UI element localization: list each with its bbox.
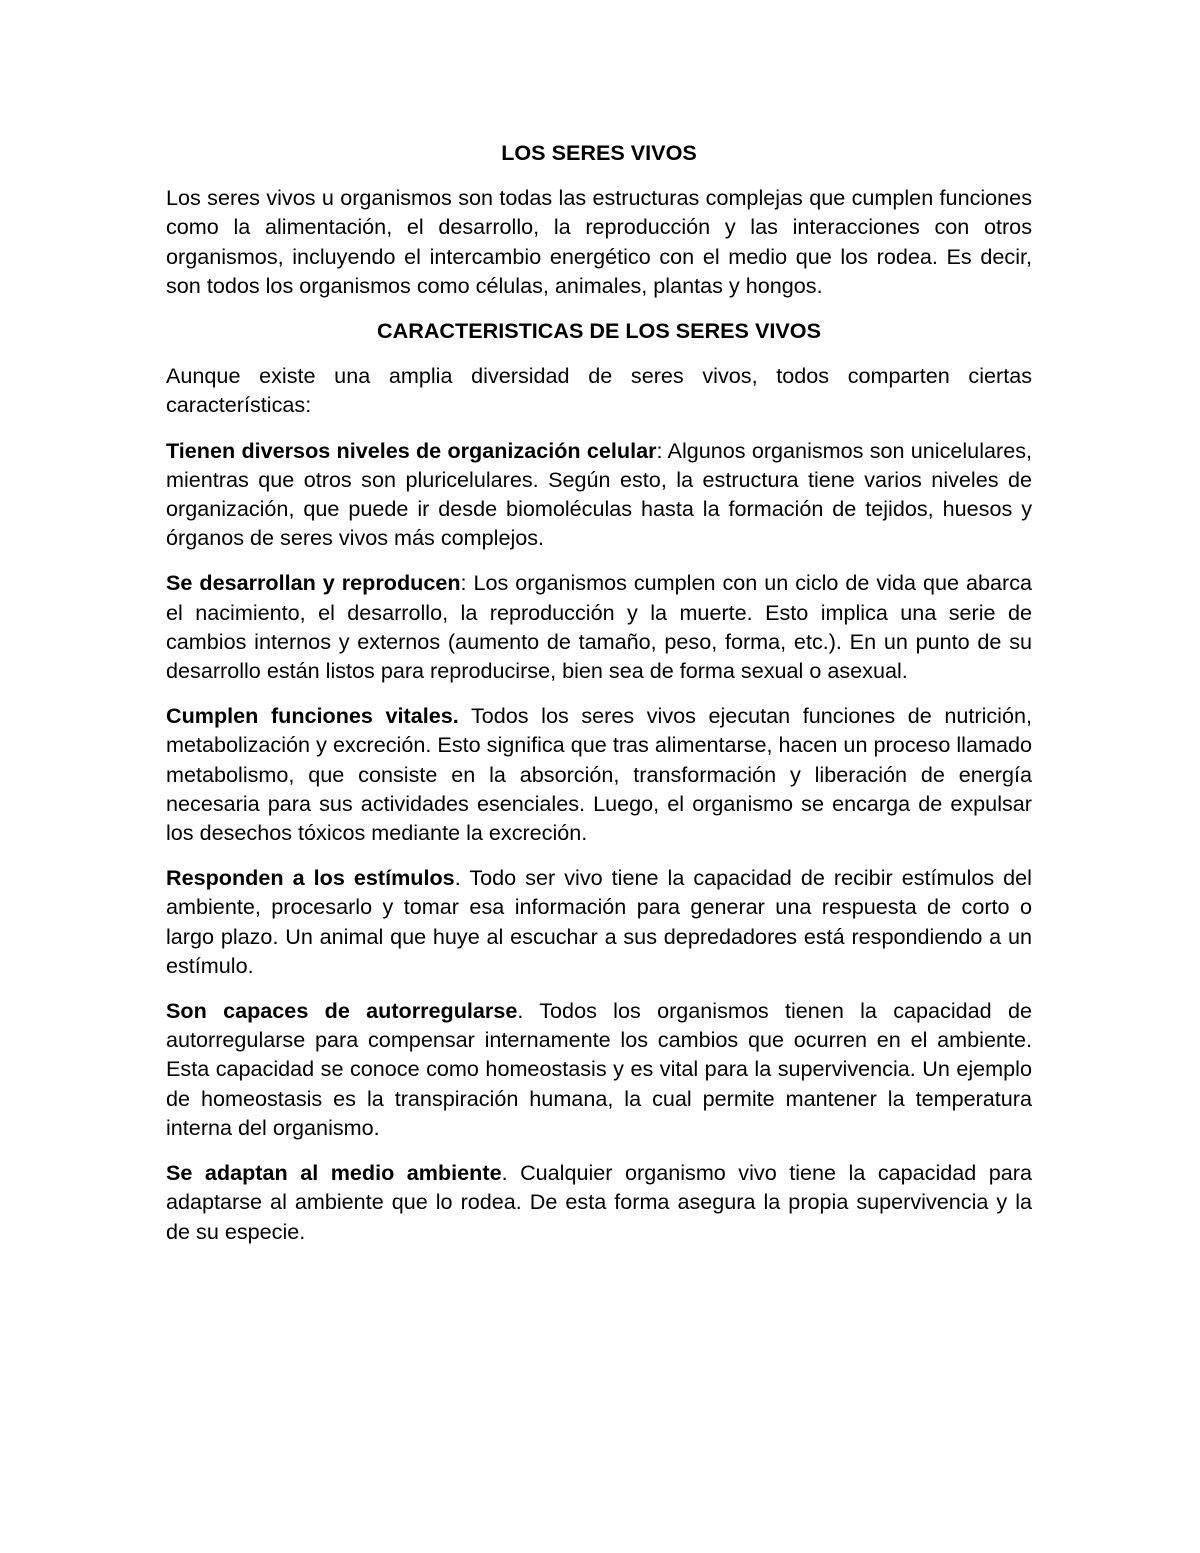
characteristic-paragraph-cell-organization [166,436,1032,553]
characteristic-paragraph-development [166,568,1032,685]
characteristic-lead: Responden a los estímulos [166,865,455,891]
characteristic-lead: Se adaptan al medio ambiente [166,1160,502,1186]
characteristic-text: : Los organismos cumplen con un ciclo de vida que abarca el nacimiento, el desarrollo, la reproducción y la muerte. Esto implica una serie de cambios internos y externos (aumento de tamaño, peso, forma, etc.). En un punto de su desarrollo están listos para reproducirse, bien sea de forma sexual o asexual. [166,570,1032,684]
characteristic-lead: Se desarrollan y reproducen [166,570,461,596]
characteristic-lead: Son capaces de autorregularse [166,998,518,1024]
document-title: LOS SERES VIVOS [501,140,697,165]
characteristic-lead: Tienen diversos niveles de organización celular [166,437,657,463]
document-page [166,138,1032,1262]
characteristic-paragraph-adaptation [166,1158,1032,1246]
characteristic-text: . Cualquier organismo vivo tiene la capacidad para adaptarse al ambiente que lo rodea. De esta forma asegura la propia supervivencia y la de su especie. [166,1160,1032,1244]
section-heading: CARACTERISTICAS DE LOS SERES VIVOS [377,318,821,344]
characteristic-text: . Todo ser vivo tiene la capacidad de recibir estímulos del ambiente, procesarlo y tomar esa información para generar una respuesta de corto o largo plazo. Un animal que huye al escuchar a sus depredadores está respondiendo a un estímulo. [166,865,1032,978]
intro-paragraph: Los seres vivos u organismos son todas las estructuras complejas que cumplen funciones como la alimentación, el desarrollo, la reproducción y las interacciones con otros organismos, incluyendo el intercambio energético con el medio que los rodea. Es decir, son todos los organismos como células, animales, plantas y hongos. [166,185,1032,298]
characteristic-text: Todos los seres vivos ejecutan funciones de nutrición, metabolización y excreción. Esto significa que tras alimentarse, hacen un proceso llamado metabolismo, que consiste en la absorción, transformación y liberación de energía necesaria para sus actividades esenciales. Luego, el organismo se encarga de expulsar los desechos tóxicos mediante la excreción. [166,703,1032,846]
characteristic-lead: Cumplen funciones vitales. [166,703,459,729]
characteristic-paragraph-stimuli [166,863,1032,980]
characteristic-paragraph-self-regulation [166,996,1032,1142]
characteristic-text: : Algunos organismos son unicelulares, mientras que otros son pluricelulares. Según esto, la estructura tiene varios niveles de organización, que puede ir desde biomoléculas hasta la formación de tejidos, huesos y órganos de seres vivos más complejos. [166,437,1032,551]
characteristic-paragraph-vital-functions [166,701,1032,847]
characteristic-text: . Todos los organismos tienen la capacidad de autorregularse para compensar internamente los cambios que ocurren en el ambiente. Esta capacidad se conoce como homeostasis y es vital para la supervivencia. Un ejemplo de homeostasis es la transpiración humana, la cual permite mantener la temperatura interna del organismo. [166,998,1032,1140]
section-intro-paragraph: Aunque existe una amplia diversidad de seres vivos, todos comparten ciertas características: [166,363,1032,418]
